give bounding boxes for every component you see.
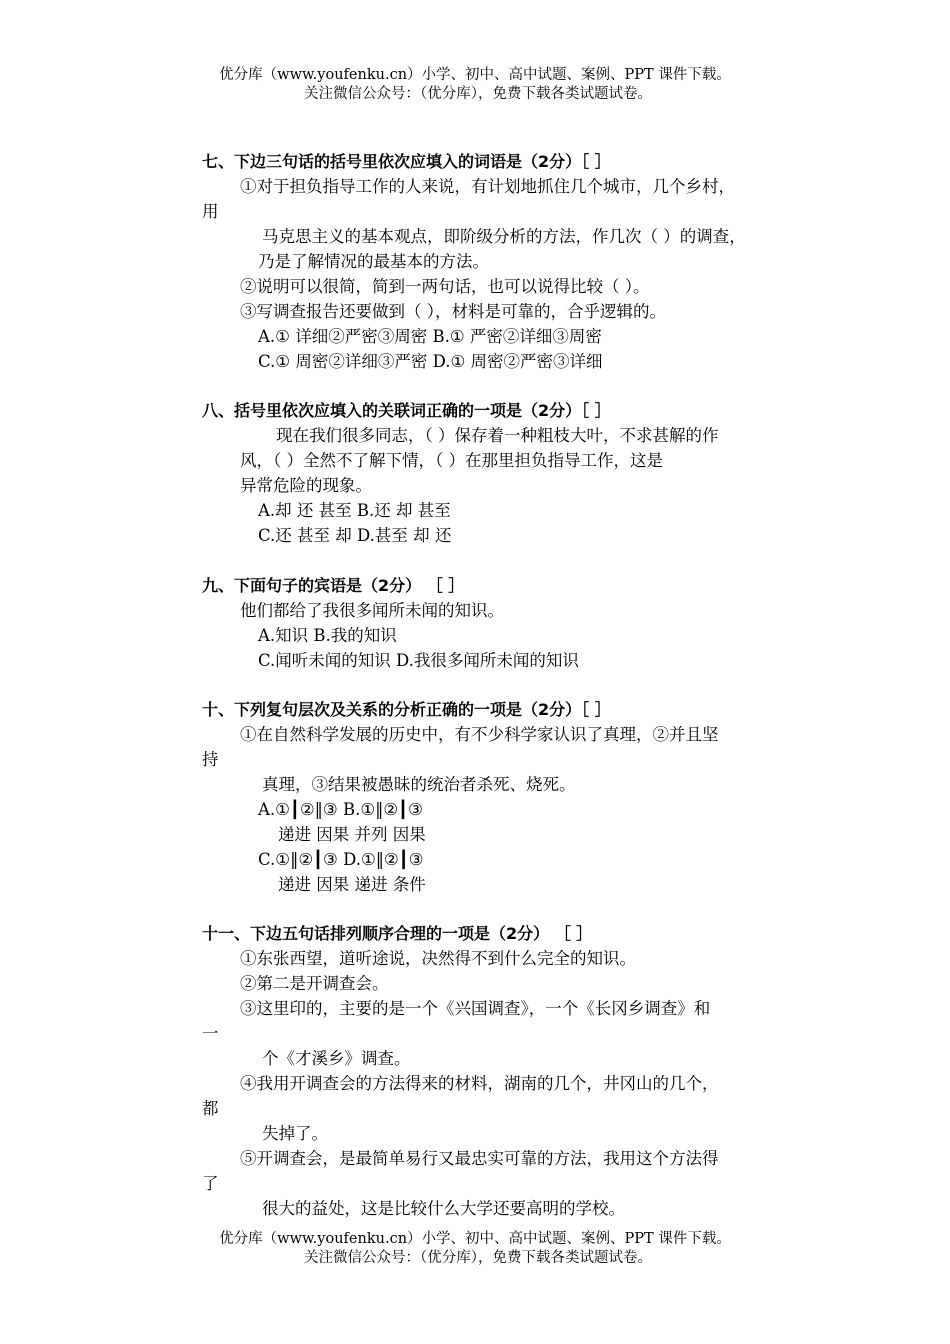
q11-sentence-4c: 失掉了。 <box>262 1124 328 1143</box>
q9-options-cd: C.闻听未闻的知识 D.我很多闻所未闻的知识 <box>258 651 579 670</box>
question-9-title: 九、下面句子的宾语是（2分） ［ ］ <box>202 576 465 595</box>
question-11-title: 十一、下边五句话排列顺序合理的一项是（2分） ［ ］ <box>202 924 593 943</box>
q11-sentence-3c: 个《才溪乡》调查。 <box>262 1049 411 1068</box>
q11-sentence-5c: 很大的益处，这是比较什么大学还要高明的学校。 <box>262 1199 625 1218</box>
page-footer <box>0 1230 950 1268</box>
q10-sentence-1c: 真理，③结果被愚昧的统治者杀死、烧死。 <box>262 775 576 794</box>
q8-passage-3: 异常危险的现象。 <box>240 476 372 495</box>
q11-sentence-3b: 一 <box>202 1024 219 1043</box>
q11-sentence-2: ②第二是开调查会。 <box>240 974 389 993</box>
footer-line-1: 优分库（www.youfenku.cn）小学、初中、高中试题、案例、PPT 课件下载。 <box>219 1231 731 1247</box>
q7-sentence-1a: ①对于担负指导工作的人来说，有计划地抓住几个城市，几个乡村， <box>240 177 735 196</box>
q8-options-cd: C.还 甚至 却 D.甚至 却 还 <box>258 526 452 545</box>
footer-line-2: 关注微信公众号：（优分库），免费下载各类试题试卷。 <box>304 1250 652 1266</box>
question-8-title: 八、括号里依次应填入的关联词正确的一项是（2分）［ ］ <box>202 401 611 420</box>
q7-sentence-1b: 用 <box>202 202 219 221</box>
header-line-1: 优分库（www.youfenku.cn）小学、初中、高中试题、案例、PPT 课件下载。 <box>219 67 731 83</box>
question-10-title: 十、下列复句层次及关系的分析正确的一项是（2分）［ ］ <box>202 700 611 719</box>
q10-options-cd-relations: 递进 因果 递进 条件 <box>278 875 426 894</box>
q11-sentence-5b: 了 <box>202 1174 219 1193</box>
q10-sentence-1a: ①在自然科学发展的历史中，有不少科学家认识了真理，②并且坚 <box>240 725 719 744</box>
header-line-2: 关注微信公众号：（优分库），免费下载各类试题试卷。 <box>304 86 652 102</box>
q9-sentence: 他们都给了我很多闻所未闻的知识。 <box>240 601 504 620</box>
q7-sentence-3: ③写调查报告还要做到（ ），材料是可靠的，合乎逻辑的。 <box>240 302 666 321</box>
q9-options-ab: A.知识 B.我的知识 <box>258 626 397 645</box>
question-7-title: 七、下边三句话的括号里依次应填入的词语是（2分）［ ］ <box>202 152 611 171</box>
q7-options-ab: A.① 详细②严密③周密 B.① 严密②详细③周密 <box>258 327 602 346</box>
q8-options-ab: A.却 还 甚至 B.还 却 甚至 <box>258 501 451 520</box>
q10-options-ab: A.①┃②‖③ B.①‖②┃③ <box>258 800 423 819</box>
q11-sentence-5a: ⑤开调查会，是最简单易行又最忠实可靠的方法，我用这个方法得 <box>240 1149 719 1168</box>
q11-sentence-4b: 都 <box>202 1099 219 1118</box>
q7-options-cd: C.① 周密②详细③严密 D.① 周密②严密③详细 <box>258 352 603 371</box>
q11-sentence-4a: ④我用开调查会的方法得来的材料，湖南的几个，井冈山的几个， <box>240 1074 719 1093</box>
q7-sentence-1d: 乃是了解情况的最基本的方法。 <box>258 252 489 271</box>
q11-sentence-3a: ③这里印的，主要的是一个《兴国调查》，一个《长冈乡调查》和 <box>240 999 711 1018</box>
q7-sentence-2: ②说明可以很简，简到一两句话，也可以说得比较（ ）。 <box>240 277 650 296</box>
q10-sentence-1b: 持 <box>202 750 219 769</box>
q8-passage-1: 现在我们很多同志，（ ）保存着一种粗枝大叶，不求甚解的作 <box>276 426 719 445</box>
q10-options-cd: C.①‖②┃③ D.①‖②┃③ <box>258 850 424 869</box>
q7-sentence-1c: 马克思主义的基本观点，即阶级分析的方法，作几次（ ）的调查， <box>262 227 746 246</box>
q8-passage-2: 风，（ ）全然不了解下情，（ ）在那里担负指导工作，这是 <box>240 451 663 470</box>
q11-sentence-1: ①东张西望，道听途说，决然得不到什么完全的知识。 <box>240 949 636 968</box>
q10-options-ab-relations: 递进 因果 并列 因果 <box>278 825 426 844</box>
page-header <box>0 66 950 104</box>
